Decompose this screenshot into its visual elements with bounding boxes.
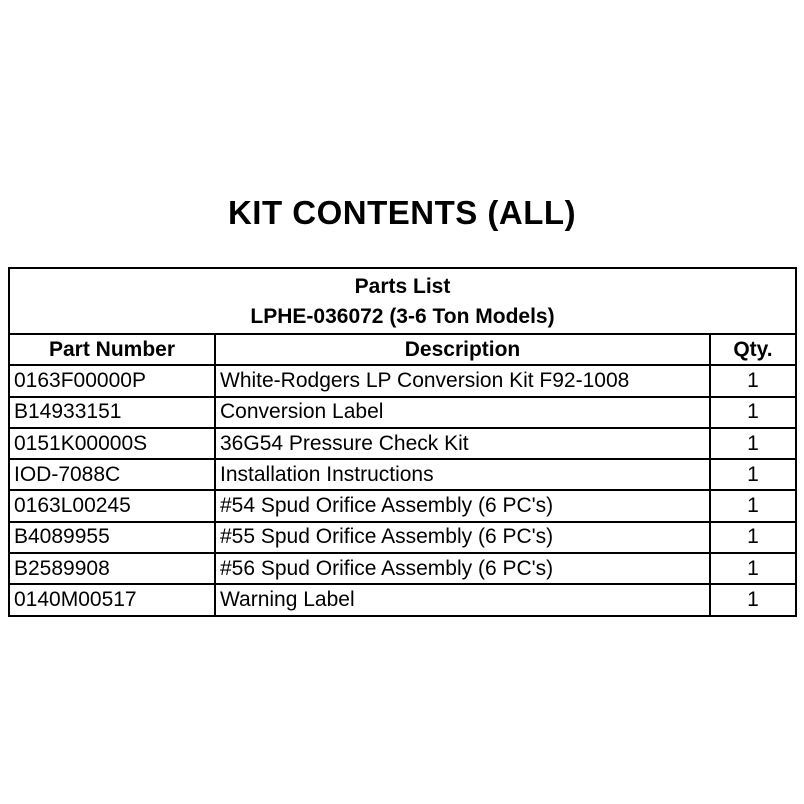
description-cell: #54 Spud Orifice Assembly (6 PC's) xyxy=(215,490,710,521)
qty-cell: 1 xyxy=(710,365,796,396)
header-part-number: Part Number xyxy=(9,334,215,365)
description-cell: White-Rodgers LP Conversion Kit F92-1008 xyxy=(215,365,710,396)
table-caption-row xyxy=(9,268,796,334)
part-number-cell: 0140M00517 xyxy=(9,584,215,615)
qty-cell: 1 xyxy=(710,522,796,553)
table-row xyxy=(9,553,796,584)
table-row xyxy=(9,459,796,490)
table-row xyxy=(9,365,796,396)
qty-cell: 1 xyxy=(710,397,796,428)
table-row xyxy=(9,490,796,521)
description-cell: Warning Label xyxy=(215,584,710,615)
caption-title: Parts List xyxy=(354,275,451,298)
description-cell: 36G54 Pressure Check Kit xyxy=(215,428,710,459)
qty-cell: 1 xyxy=(710,553,796,584)
header-qty: Qty. xyxy=(710,334,796,365)
part-number-cell: B14933151 xyxy=(9,397,215,428)
page-title: KIT CONTENTS (ALL) xyxy=(227,194,577,231)
part-number-cell: B4089955 xyxy=(9,522,215,553)
parts-table xyxy=(8,267,797,617)
table-row xyxy=(9,584,796,615)
description-cell: #55 Spud Orifice Assembly (6 PC's) xyxy=(215,522,710,553)
qty-cell: 1 xyxy=(710,490,796,521)
description-cell: Conversion Label xyxy=(215,397,710,428)
part-number-cell: B2589908 xyxy=(9,553,215,584)
table-row xyxy=(9,397,796,428)
part-number-cell: IOD-7088C xyxy=(9,459,215,490)
table-row xyxy=(9,522,796,553)
part-number-cell: 0163L00245 xyxy=(9,490,215,521)
header-description: Description xyxy=(215,334,710,365)
caption-subtitle: LPHE-036072 (3-6 Ton Models) xyxy=(250,305,555,328)
table-caption xyxy=(9,268,796,334)
qty-cell: 1 xyxy=(710,584,796,615)
table-header-row xyxy=(9,334,796,365)
table-row xyxy=(9,428,796,459)
description-cell: #56 Spud Orifice Assembly (6 PC's) xyxy=(215,553,710,584)
part-number-cell: 0151K00000S xyxy=(9,428,215,459)
qty-cell: 1 xyxy=(710,428,796,459)
part-number-cell: 0163F00000P xyxy=(9,365,215,396)
qty-cell: 1 xyxy=(710,459,796,490)
description-cell: Installation Instructions xyxy=(215,459,710,490)
